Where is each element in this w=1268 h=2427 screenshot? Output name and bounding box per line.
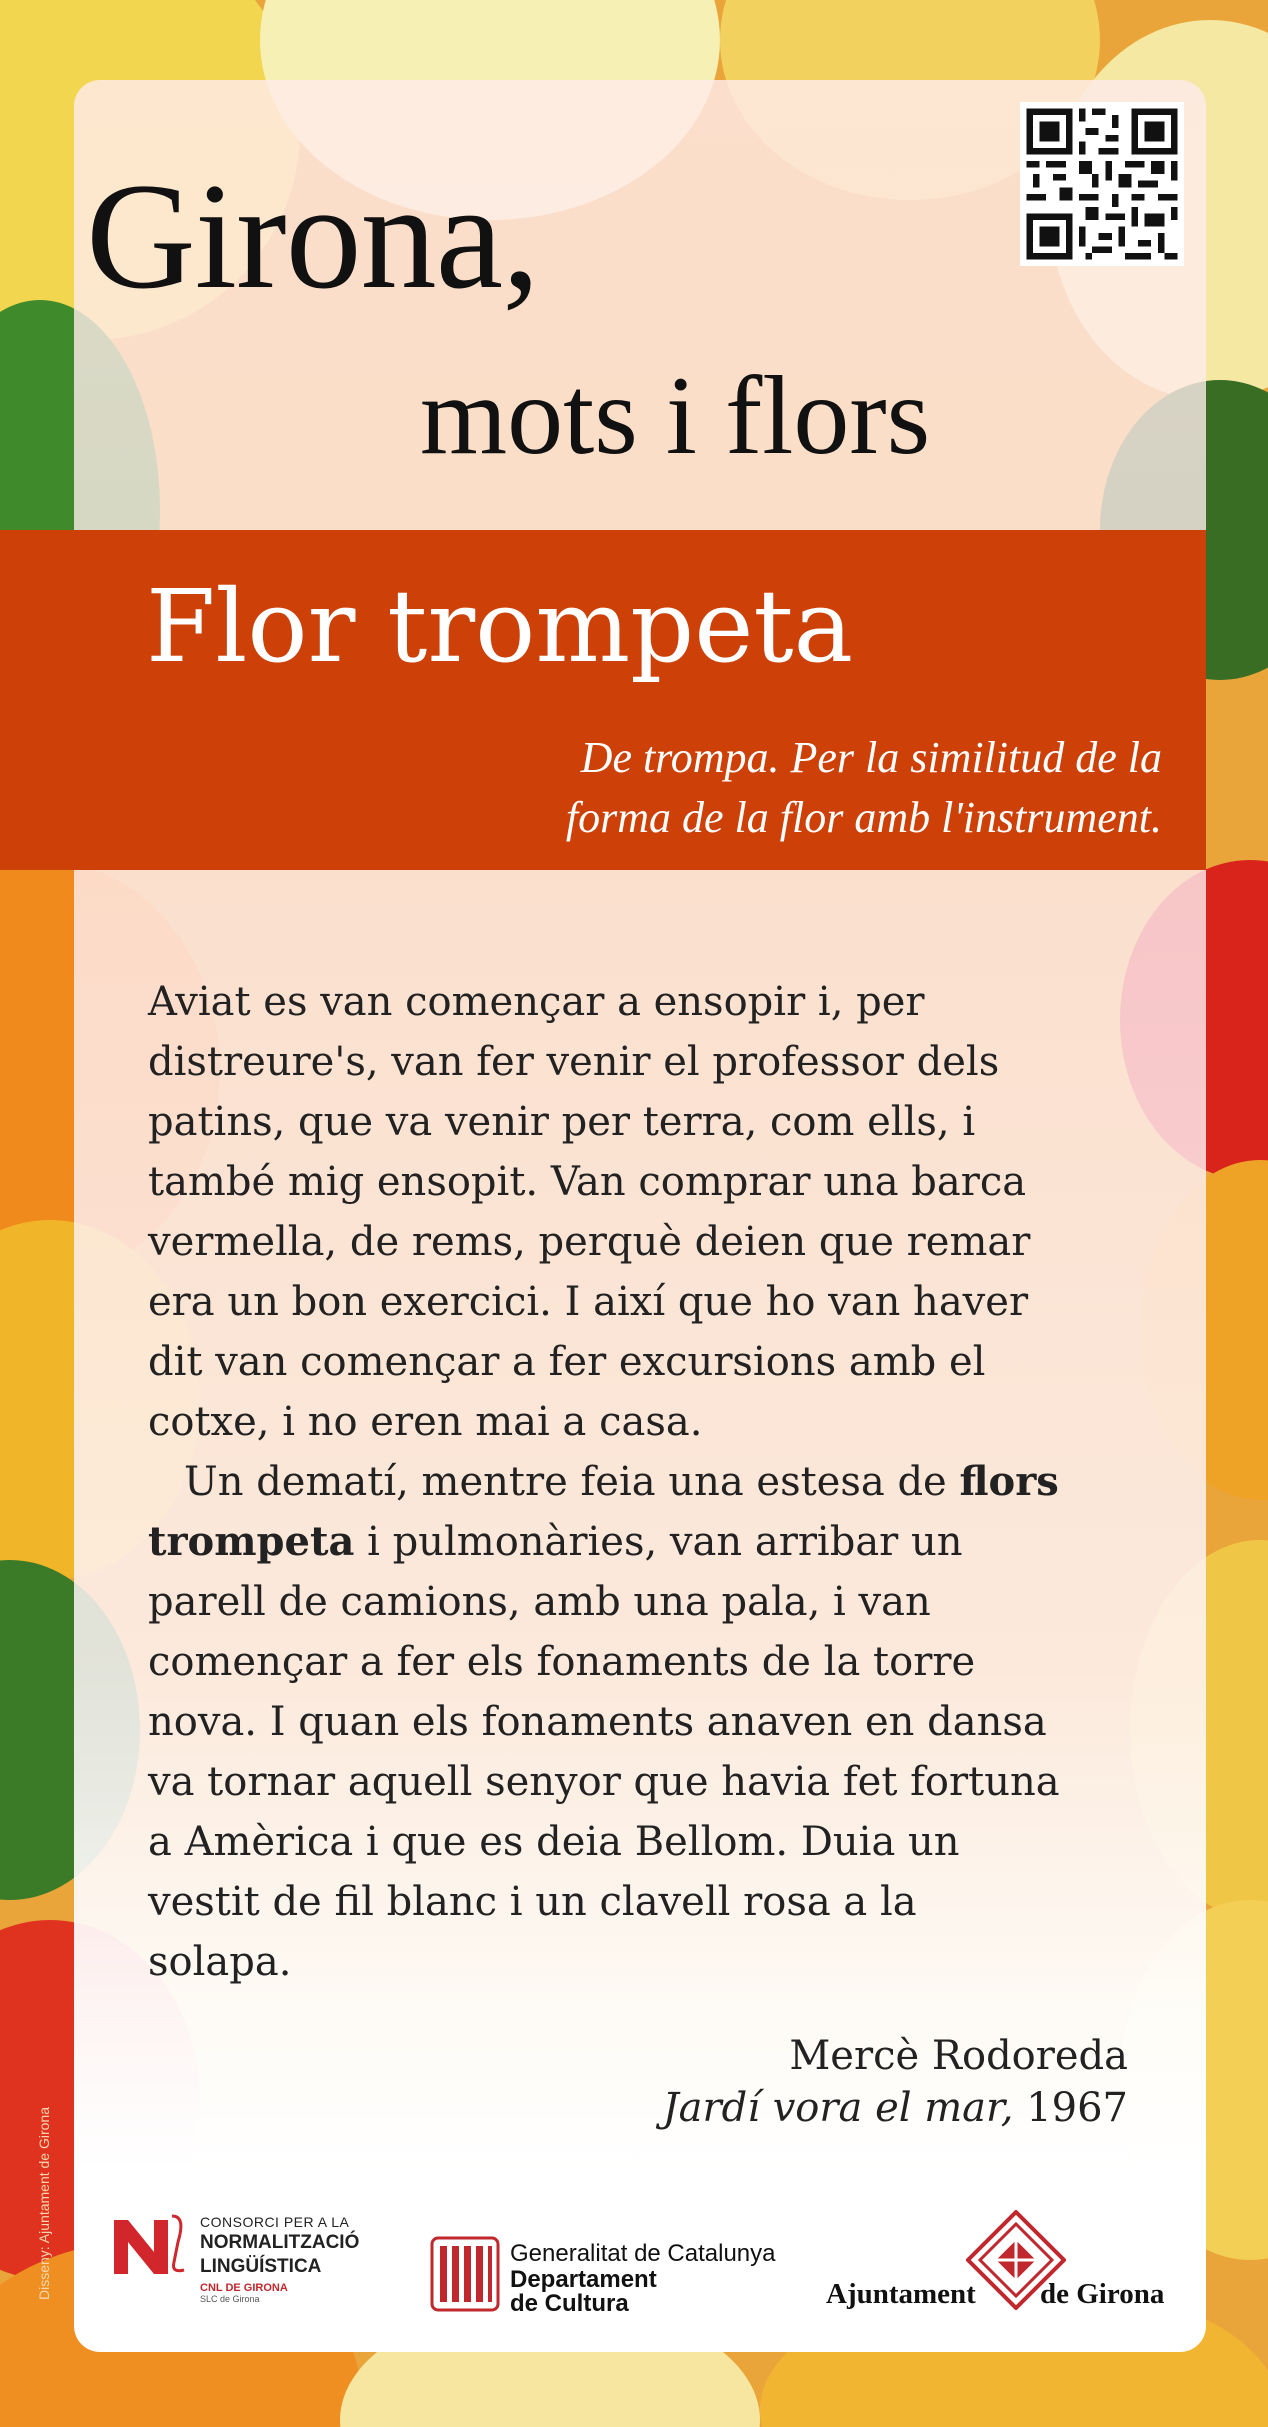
excerpt-line: vestit de fil blanc i un clavell rosa a la: [148, 1879, 917, 1925]
cpnl-line: NORMALITZACIÓ: [200, 2232, 360, 2253]
generalitat-line: de Cultura: [510, 2290, 629, 2317]
de-girona-text: de Girona: [1040, 2278, 1165, 2310]
work-title: Jardí vora el mar,: [662, 2085, 1014, 2131]
sponsor-logos: [0, 2190, 1268, 2317]
cpnl-line: CNL DE GIRONA: [200, 2282, 288, 2294]
excerpt-line: vermella, de rems, perquè deien que remar: [148, 1219, 1031, 1265]
excerpt-paragraph: [148, 1452, 1148, 1992]
generalitat-line: Departament: [510, 2266, 657, 2293]
excerpt-line: era un bon exercici. I així que ho van haver: [148, 1279, 1029, 1325]
flower-name: Flor trompeta: [146, 568, 854, 685]
excerpt-line: dit van començar a fer excursions amb el: [148, 1339, 986, 1385]
excerpt-text: i pulmonàries, van arribar un: [354, 1519, 963, 1565]
flower-etymology: [402, 728, 1162, 848]
excerpt-line: començar a fer els fonaments de la torre: [148, 1639, 976, 1685]
excerpt-line: cotxe, i no eren mai a casa.: [148, 1399, 703, 1445]
highlighted-flower-name: trompeta: [148, 1518, 355, 1565]
cpnl-line: SLC de Girona: [200, 2294, 260, 2304]
design-credit: Disseny: Ajuntament de Girona: [36, 2107, 52, 2300]
cpnl-logo-text: [200, 2214, 359, 2304]
excerpt-line: solapa.: [148, 1939, 292, 1985]
excerpt-line: a Amèrica i que es deia Bellom. Duia un: [148, 1819, 960, 1865]
page-title: Girona,: [86, 152, 540, 320]
generalitat-logo-text: [510, 2240, 776, 2316]
highlighted-flower-name: flors: [959, 1458, 1059, 1505]
cpnl-line: LINGÜÍSTICA: [200, 2256, 322, 2277]
generalitat-logo-icon: [430, 2236, 500, 2312]
excerpt-line: patins, que va venir per terra, com ells, i: [148, 1099, 976, 1145]
excerpt-line: va tornar aquell senyor que havia fet fortuna: [148, 1759, 1060, 1805]
generalitat-line: Generalitat de Catalunya: [510, 2240, 776, 2267]
excerpt-line: distreure's, van fer venir el professor dels: [148, 1039, 1000, 1085]
excerpt-text: Un dematí, mentre feia una estesa de: [184, 1459, 960, 1505]
excerpt-line: Aviat es van començar a ensopir i, per: [148, 979, 925, 1025]
excerpt-line: nova. I quan els fonaments anaven en dansa: [148, 1699, 1047, 1745]
etymology-line: forma de la flor amb l'instrument.: [565, 793, 1162, 842]
work-citation: [663, 2082, 1128, 2134]
qr-code-icon[interactable]: [1020, 102, 1184, 266]
excerpt-line: parell de camions, amb una pala, i van: [148, 1579, 931, 1625]
page-subtitle: mots i flors: [420, 354, 931, 478]
attribution: [663, 2030, 1128, 2134]
cpnl-logo[interactable]: [114, 2212, 360, 2304]
cpnl-line: CONSORCI PER A LA: [200, 2214, 350, 2230]
literary-excerpt: [148, 972, 1148, 1992]
excerpt-paragraph: [148, 972, 1148, 1452]
etymology-line: De trompa. Per la similitud de la: [580, 733, 1162, 782]
ajuntament-text: Ajuntament: [826, 2278, 976, 2310]
cpnl-logo-icon: [114, 2212, 194, 2274]
author-name: Mercè Rodoreda: [789, 2033, 1128, 2079]
generalitat-logo[interactable]: [430, 2236, 790, 2316]
ajuntament-girona-logo[interactable]: [826, 2210, 1176, 2320]
work-year: 1967: [1013, 2085, 1128, 2131]
excerpt-line: també mig ensopit. Van comprar una barca: [148, 1159, 1027, 1205]
